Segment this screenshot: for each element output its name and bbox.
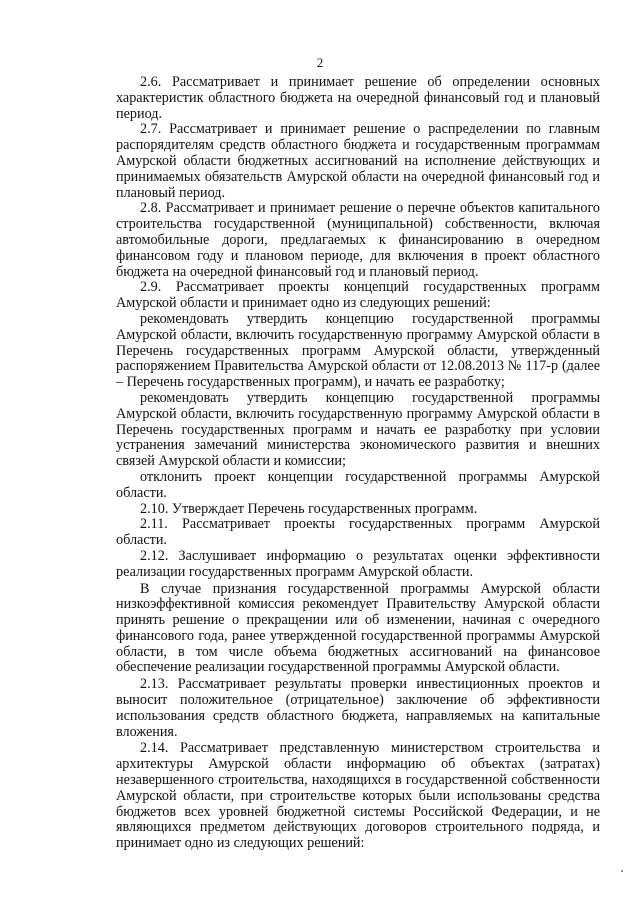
paragraph-2-6: 2.6. Рассматривает и принимает решение об определении основных характеристик областного бюджета на очередной финансовый год и плановый период. xyxy=(116,74,600,122)
paragraph-2-9-option-1: рекомендовать утвердить концепцию государственной программы Амурской области, включить государственную программу Амурской области в Перечень государственных программ Амурской области, утвержденный распоряжением Правительства Амурской области от 12.08.2013 № 117-р (далее – Перечень государственных программ), и начать ее разработку; xyxy=(116,310,600,391)
paragraph-2-12: 2.12. Заслушивает информацию о результатах оценки эффективности реализации государственных программ Амурской области. xyxy=(116,547,600,580)
paragraph-2-10: 2.10. Утверждает Перечень государственных программ. xyxy=(140,500,478,517)
paragraph-2-9: 2.9. Рассматривает проекты концепций государственных программ Амурской области и принимает одно из следующих решений: xyxy=(116,279,600,312)
page-number: 2 xyxy=(316,55,324,70)
paragraph-2-11: 2.11. Рассматривает проекты государственных программ Амурской области. xyxy=(116,516,600,549)
paragraph-2-12-note: В случае признания государственной программы Амурской области низкоэффективной комиссия рекомендует Правительству Амурской области принять решение о прекращении или об изменении, начиная с очередного финансового года, ранее утвержденной государственной программы Амурской области, в том числе объема бюджетных ассигнований на финансовое обеспечение реализации государственной программы Амурской области. xyxy=(116,580,600,676)
document-body xyxy=(116,75,600,852)
paragraph-2-9-option-2: рекомендовать утвердить концепцию государственной программы Амурской области, включить государственную программу Амурской области в Перечень государственных программ и начать ее разработку при условии устранения замечаний министерства экономического развития и внешних связей Амурской области и комиссии; xyxy=(116,389,600,470)
paragraph-2-7: 2.7. Рассматривает и принимает решение о распределении по главным распорядителям средств областного бюджета и государственным программам Амурской области бюджетных ассигнований на исполнение действующих и принимаемых обязательств Амурской области на очередной финансовый год и плановый период. xyxy=(116,121,600,201)
paragraph-2-14: 2.14. Рассматривает представленную министерством строительства и архитектуры Амурской области информацию об объектах (затратах) незавершенного строительства, находящихся в государственной собственности Амурской области, при строительстве которых были использованы средства бюджетов всех уровней бюджетной системы Российской Федерации, и не являющихся предметом действующих договоров строительного подряда, и принимает одно из следующих решений: xyxy=(116,740,600,852)
scan-speck xyxy=(621,870,623,872)
paragraph-2-13: 2.13. Рассматривает результаты проверки инвестиционных проектов и выносит положительное (отрицательное) заключение об эффективности использования средств областного бюджета, направляемых на капитальные вложения. xyxy=(116,676,600,740)
paragraph-2-8: 2.8. Рассматривает и принимает решение о перечне объектов капитального строительства государственной (муниципальной) собственности, включая автомобильные дороги, предлагаемых к финансированию в очередном финансовом году и плановом периоде, для включения в проект областного бюджета на очередной финансовый год и плановый период. xyxy=(116,200,600,280)
paragraph-2-9-option-3: отклонить проект концепции государственной программы Амурской области. xyxy=(116,468,600,501)
